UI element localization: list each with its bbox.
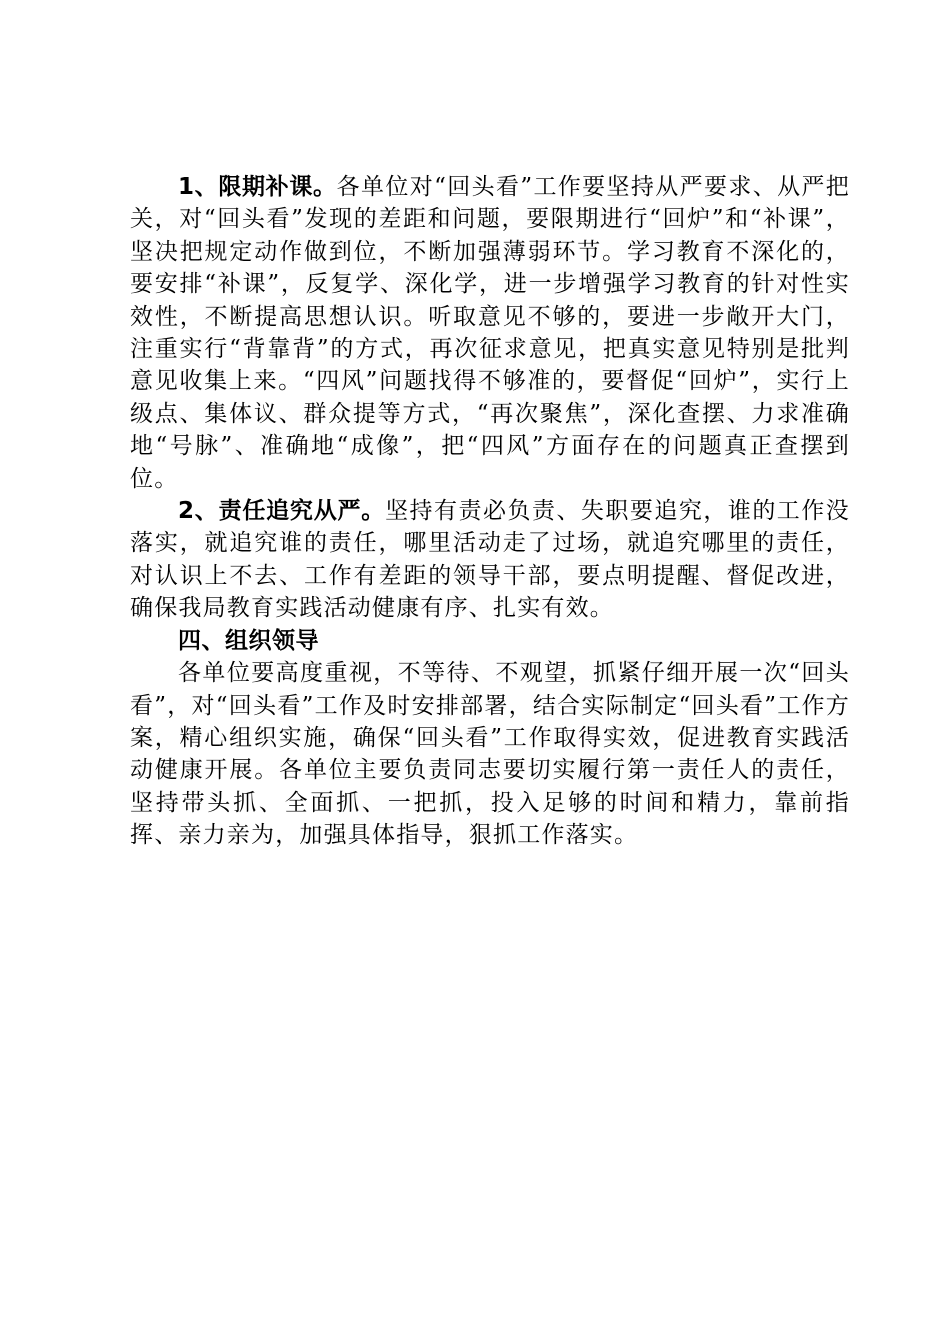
paragraph-organization-leadership: 各单位要高度重视，不等待、不观望，抓紧仔细开展一次“回头看”，对“回头看”工作及时安排部署，结合实际制定“回头看”工作方案，精心组织实施，确保“回头看”工作取得实效，促进教育实践活动健康开展。各单位主要负责同志要切实履行第一责任人的责任，坚持带头抓、全面抓、一把抓，投入足够的时间和精力，靠前指挥、亲力亲为，加强具体指导，狠抓工作落实。: [130, 660, 850, 849]
paragraph-accountability: [130, 495, 850, 625]
item-body-accountability: 坚持有责必负责、失职要追究，谁的工作没落实，就追究谁的责任，哪里活动走了过场，就追究哪里的责任，对认识上不去、工作有差距的领导干部，要点明提醒、督促改进，确保我局教育实践活动健康有序、扎实有效。: [130, 498, 850, 622]
item-body-deadline-makeup: 各单位对“回头看”工作要坚持从严要求、从严把关，对“回头看”发现的差距和问题，要限期进行“回炉”和“补课”，坚决把规定动作做到位，不断加强薄弱环节。学习教育不深化的，要安排“补课”，反复学、深化学，进一步增强学习教育的针对性实效性，不断提高思想认识。听取意见不够的，要进一步敞开大门，注重实行“背靠背”的方式，再次征求意见，把真实意见特别是批判意见收集上来。“四风”问题找得不够准的，要督促“回炉”，实行上级点、集体议、群众提等方式，“再次聚焦”，深化查摆、力求准确地“号脉”、准确地“成像”，把“四风”方面存在的问题真正查摆到位。: [130, 174, 850, 492]
section-title-organization-leadership: 四、组织领导: [178, 627, 319, 654]
document-page: [130, 171, 850, 852]
item-heading-accountability: 2、责任追究从严。: [178, 498, 386, 525]
paragraph-deadline-makeup: [130, 171, 850, 495]
item-heading-deadline-makeup: 1、限期补课。: [178, 174, 337, 200]
